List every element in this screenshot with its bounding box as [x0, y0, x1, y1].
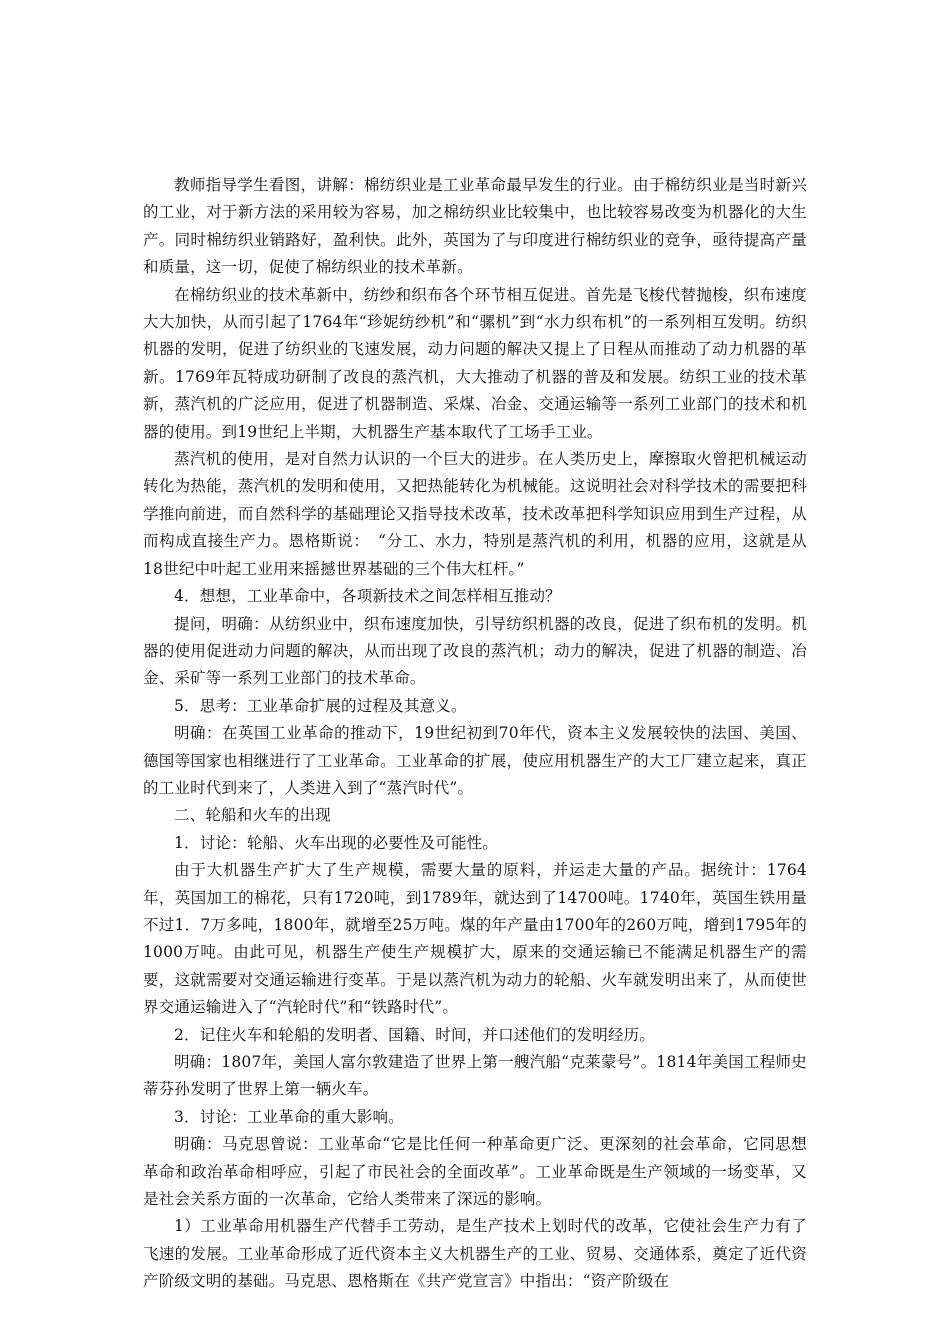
section-heading-ships-trains: 二、轮船和火车的出现 [174, 806, 332, 825]
paragraph-cotton-industry-intro: 教师指导学生看图，讲解：棉纺织业是工业革命最早发生的行业。由于棉纺织业是当时新兴的工业，对于新方法的采用较为容易，加之棉纺织业比较集中，也比较容易改变为机器化的大生产。同时棉纺织业销路好，盈利快。此外，英国为了与印度进行棉纺织业的竞争，亟待提高产量和质量，这一切，促使了棉纺织业的技术革新。 [143, 176, 807, 277]
question-4: 4．想想，工业革命中，各项新技术之间怎样相互推动？ [174, 587, 561, 606]
discussion-1: 1．讨论：轮船、火车出现的必要性及可能性。 [174, 833, 499, 852]
task-2: 2．记住火车和轮船的发明者、国籍、时间，并口述他们的发明经历。 [174, 1025, 656, 1044]
answer-discussion-1: 由于大机器生产扩大了生产规模，需要大量的原料，并运走大量的产品。据统计：1764年，英国加工的棉花，只有1720吨，到1789年，就达到了14700吨。1740年，英国生铁用量不过1．7万多吨，1800年，就增至25万吨。煤的年产量由1700年的260万吨，增到1795年的1000万吨。由此可见，机器生产使生产规模扩大，原来的交通运输已不能满足机器生产的需要，这就需要对交通运输进行变革。于是以蒸汽机为动力的轮船、火车就发明出来了，从而使世界交通运输进入了“汽轮时代”和“铁路时代”。 [143, 861, 807, 1017]
paragraph-textile-innovation: 在棉纺织业的技术革新中，纺纱和织布各个环节相互促进。首先是飞梭代替抛梭，织布速度大大加快，从而引起了1764年“珍妮纺纱机”和“骡机”到“水力织布机”的一系列相互发明。纺织机器的发明，促进了纺织业的飞速发展，动力问题的解决又提上了日程从而推动了动力机器的革新。1769年瓦特成功研制了改良的蒸汽机，大大推动了机器的普及和发展。纺织工业的技术革新，蒸汽机的广泛应用，促进了机器制造、采煤、冶金、交通运输等一系列工业部门的技术和机器的使用。到19世纪上半期，大机器生产基本取代了工场手工业。 [143, 285, 807, 441]
question-5: 5．思考：工业革命扩展的过程及其意义。 [174, 696, 467, 715]
document-page [143, 172, 807, 1296]
impact-point-1: 1）工业革命用机器生产代替手工劳动，是生产技术上划时代的改革，它使社会生产力有了飞速的发展。工业革命形成了近代资本主义大机器生产的工业、贸易、交通体系，奠定了近代资产阶级文明的基础。马克思、恩格斯在《共产党宣言》中指出：“资产阶级在 [143, 1217, 807, 1291]
answer-5: 明确：在英国工业革命的推动下，19世纪初到70年代，资本主义发展较快的法国、美国、德国等国家也相继进行了工业革命。工业革命的扩展，使应用机器生产的大工厂建立起来，真正的工业时代到来了，人类进入到了“蒸汽时代”。 [143, 724, 807, 797]
paragraph-steam-engine: 蒸汽机的使用，是对自然力认识的一个巨大的进步。在人类历史上，摩擦取火曾把机械运动转化为热能，蒸汽机的发明和使用，又把热能转化为机械能。这说明社会对科学技术的需要把科学推向前进，而自然科学的基础理论又指导技术改革，技术改革把科学知识应用到生产过程，从而构成直接生产力。恩格斯说： “分工、水力，特别是蒸汽机的利用，机器的应用，这就是从18世纪中叶起工业用来摇撼世界基础的三个伟大杠杆。” [143, 450, 807, 578]
discussion-3: 3．讨论：工业革命的重大影响。 [174, 1107, 404, 1126]
answer-2: 明确：1807年，美国人富尔敦建造了世界上第一艘汽船“克莱蒙号”。1814年美国工程师史蒂芬孙发明了世界上第一辆火车。 [143, 1053, 807, 1099]
answer-3: 明确：马克思曾说：工业革命“它是比任何一种革命更广泛、更深刻的社会革命，它同思想革命和政治革命相呼应，引起了市民社会的全面改革”。工业革命既是生产领域的一场变革，又是社会关系方面的一次革命，它给人类带来了深远的影响。 [143, 1135, 807, 1209]
answer-4: 提问，明确：从纺织业中，织布速度加快，引导纺织机器的改良，促进了织布机的发明。机器的使用促进动力问题的解决，从而出现了改良的蒸汽机；动力的解决，促进了机器的制造、冶金、采矿等一系列工业部门的技术革命。 [143, 614, 807, 688]
